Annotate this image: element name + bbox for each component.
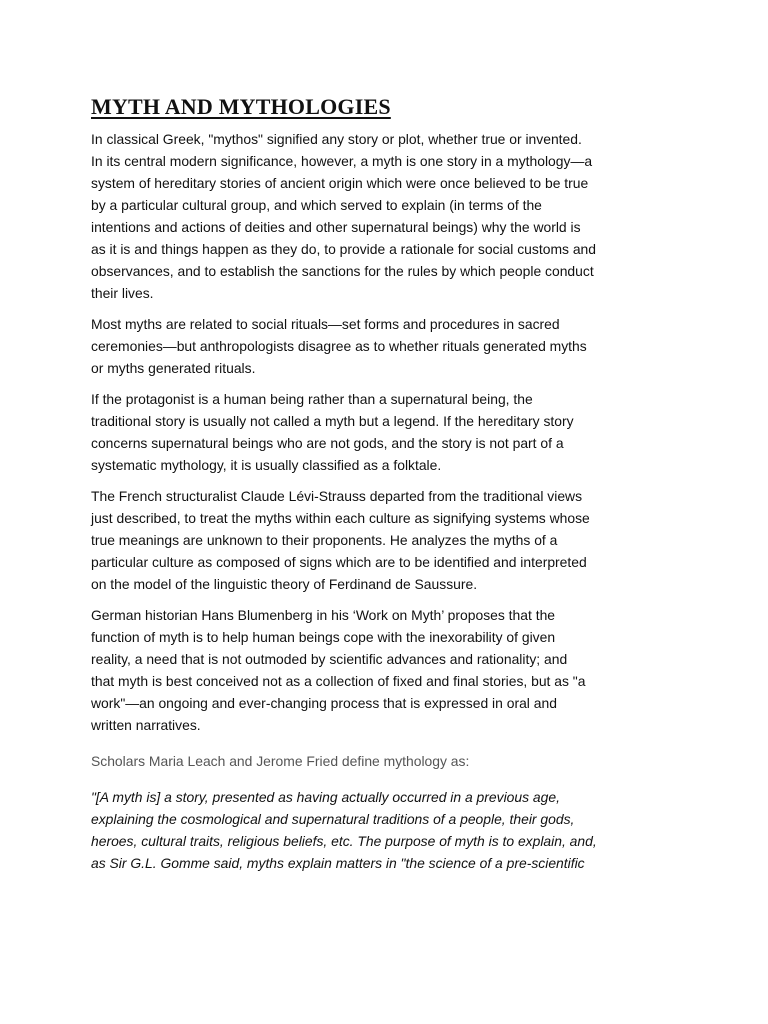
paragraph-leach-fried-intro <box>91 750 691 772</box>
text-line: by a particular cultural group, and which served to explain (in terms of the <box>91 197 542 213</box>
text-line: In classical Greek, "mythos" signified any story or plot, whether true or invented. <box>91 131 582 147</box>
paragraph-legend-folktale <box>91 388 691 476</box>
text-line: If the protagonist is a human being rather than a supernatural being, the <box>91 391 533 407</box>
text-line: "[A myth is] a story, presented as having actually occurred in a previous age, <box>91 789 560 805</box>
text-line: traditional story is usually not called a myth but a legend. If the hereditary story <box>91 413 574 429</box>
text-line: just described, to treat the myths within each culture as signifying systems whose <box>91 510 590 526</box>
text-line: The French structuralist Claude Lévi-Strauss departed from the traditional views <box>91 488 583 504</box>
text-line: as it is and things happen as they do, to provide a rationale for social customs and <box>91 241 596 257</box>
text-line: systematic mythology, it is usually classified as a folktale. <box>91 457 442 473</box>
text-line: or myths generated rituals. <box>91 360 256 376</box>
page-title: MYTH AND MYTHOLOGIES <box>91 94 391 119</box>
text-line: particular culture as composed of signs which are to be identified and interpreted <box>91 554 587 570</box>
text-line: Scholars Maria Leach and Jerome Fried define mythology as: <box>91 753 470 769</box>
text-line: true meanings are unknown to their proponents. He analyzes the myths of a <box>91 532 558 548</box>
text-line: In its central modern significance, however, a myth is one story in a mythology—a <box>91 153 593 169</box>
text-line: as Sir G.L. Gomme said, myths explain matters in "the science of a pre-scientific <box>91 855 585 871</box>
text-line: reality, a need that is not outmoded by scientific advances and rationality; and <box>91 651 568 667</box>
text-line: their lives. <box>91 285 154 301</box>
text-line: intentions and actions of deities and other supernatural beings) why the world is <box>91 219 581 235</box>
paragraph-levi-strauss <box>91 485 691 595</box>
text-line: German historian Hans Blumenberg in his ‘Work on Myth’ proposes that the <box>91 607 556 623</box>
document-body <box>91 92 691 883</box>
text-line: heroes, cultural traits, religious beliefs, etc. The purpose of myth is to explain, and, <box>91 833 597 849</box>
paragraph-social-rituals <box>91 313 691 379</box>
text-line: written narratives. <box>91 717 201 733</box>
text-line: work"—an ongoing and ever-changing process that is expressed in oral and <box>91 695 557 711</box>
text-line: explaining the cosmological and supernatural traditions of a people, their gods, <box>91 811 575 827</box>
text-line: concerns supernatural beings who are not gods, and the story is not part of a <box>91 435 564 451</box>
text-line: ceremonies—but anthropologists disagree as to whether rituals generated myths <box>91 338 587 354</box>
text-line: system of hereditary stories of ancient origin which were once believed to be true <box>91 175 589 191</box>
text-line: observances, and to establish the sanctions for the rules by which people conduct <box>91 263 594 279</box>
paragraph-mythos-definition <box>91 128 691 304</box>
paragraph-blumenberg <box>91 604 691 736</box>
text-line: that myth is best conceived not as a collection of fixed and final stories, but as "a <box>91 673 586 689</box>
text-line: Most myths are related to social rituals—set forms and procedures in sacred <box>91 316 560 332</box>
text-line: function of myth is to help human beings cope with the inexorability of given <box>91 629 556 645</box>
text-line: on the model of the linguistic theory of Ferdinand de Saussure. <box>91 576 478 592</box>
paragraph-myth-quote <box>91 786 691 874</box>
